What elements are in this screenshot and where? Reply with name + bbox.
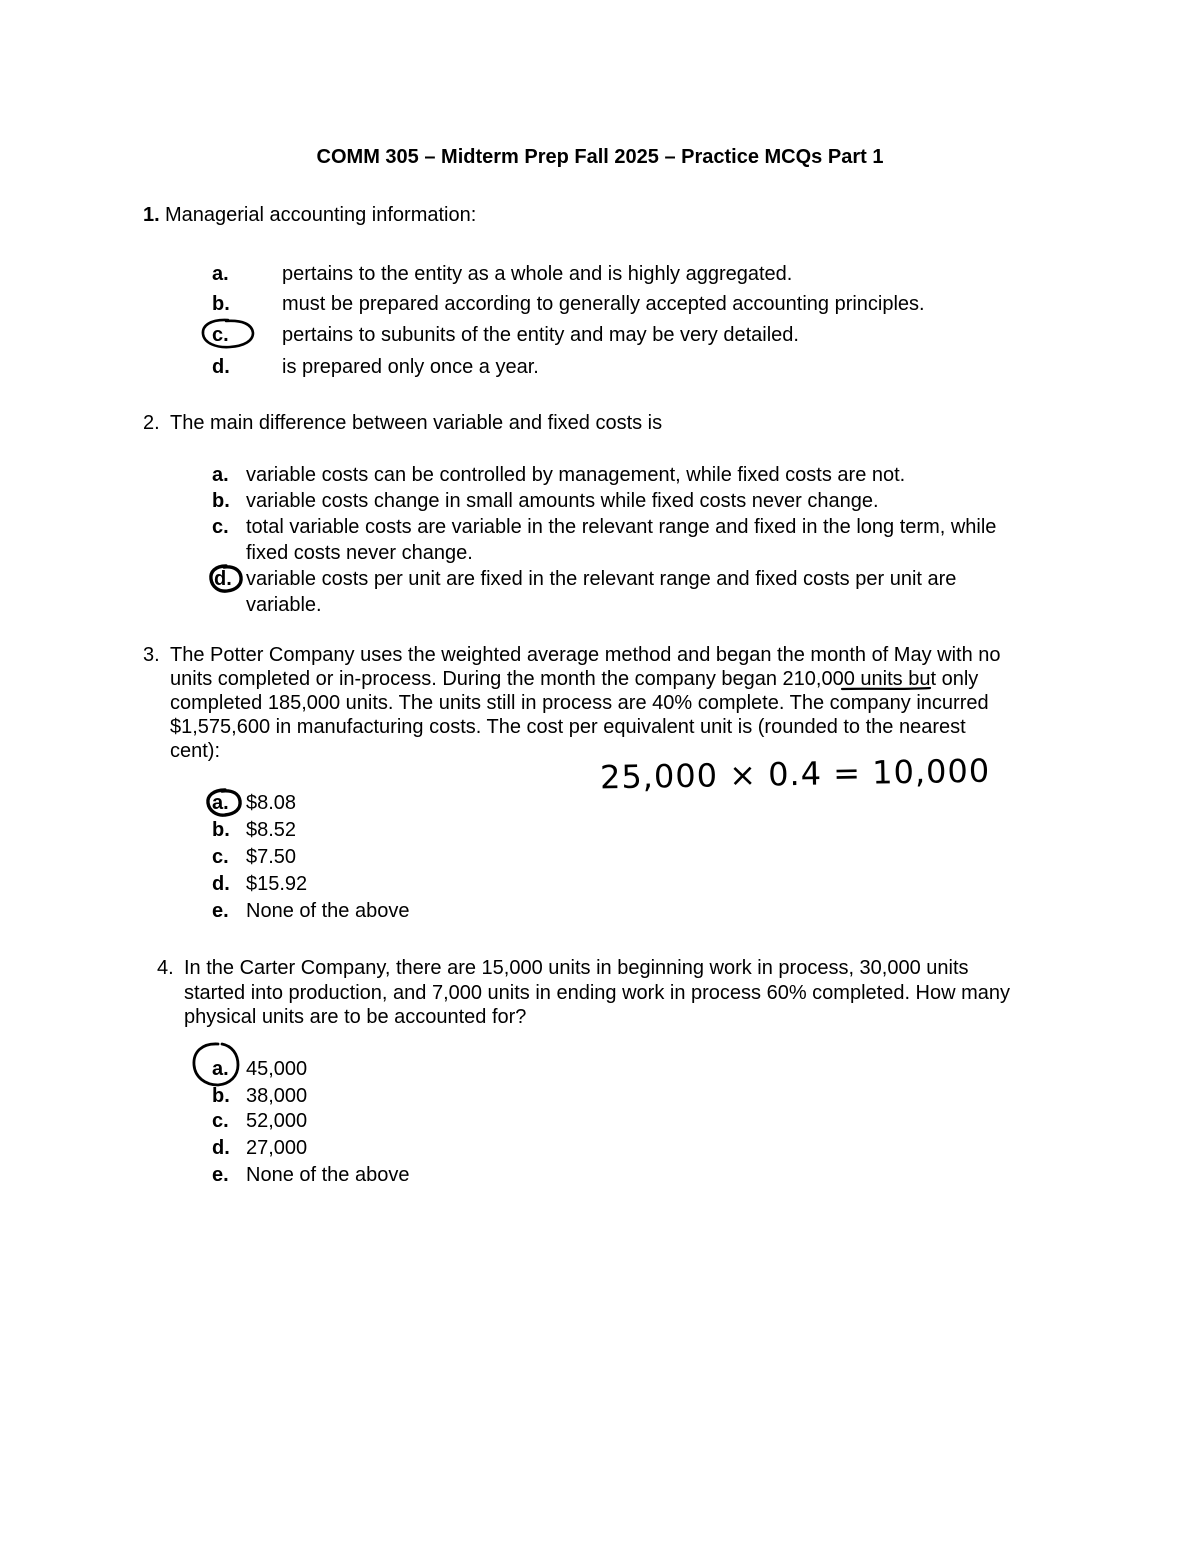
option-text: variable costs per unit are fixed in the relevant range and fixed costs per unit are <box>246 568 957 590</box>
option-letter-circled: a. <box>212 792 229 814</box>
option-letter: c. <box>212 516 229 538</box>
question-number: 2. <box>143 412 160 434</box>
option-text: 52,000 <box>246 1110 308 1132</box>
option-letter: a. <box>212 263 229 285</box>
option-letter: d. <box>212 1137 230 1159</box>
question-text-line: units completed or in-process. During the month the company began 210,000 units but only <box>170 668 979 690</box>
handwritten-calculation: 25,000 × 0.4 = 10,000 <box>599 751 991 797</box>
option-text: 27,000 <box>246 1137 308 1159</box>
question-text-line: Managerial accounting information: <box>165 204 477 226</box>
option-text: fixed costs never change. <box>246 542 473 564</box>
page-title: COMM 305 – Midterm Prep Fall 2025 – Practice MCQs Part 1 <box>316 146 884 168</box>
option-letter-circled: a. <box>212 1058 229 1080</box>
question-text-line: $1,575,600 in manufacturing costs. The cost per equivalent unit is (rounded to the nearest <box>170 716 966 738</box>
question-text-line: cent): <box>170 740 221 762</box>
question-text-line: completed 185,000 units. The units still in process are 40% complete. The company incurred <box>170 692 989 714</box>
option-text: variable costs can be controlled by management, while fixed costs are not. <box>246 464 906 486</box>
option-text: variable. <box>246 594 322 616</box>
option-text: $8.08 <box>246 792 297 814</box>
answer-circle-mark <box>203 787 245 819</box>
option-text: 45,000 <box>246 1058 308 1080</box>
question-text-line: The Potter Company uses the weighted average method and began the month of May with no <box>170 644 1001 666</box>
option-text: must be prepared according to generally accepted accounting principles. <box>282 293 925 315</box>
answer-circle-mark <box>206 563 246 595</box>
option-text: pertains to subunits of the entity and may be very detailed. <box>282 324 799 346</box>
option-letter: c. <box>212 1110 229 1132</box>
question-text-line: The main difference between variable and fixed costs is <box>170 412 663 434</box>
option-letter: d. <box>212 356 230 378</box>
question-text-line: physical units are to be accounted for? <box>184 1006 527 1028</box>
option-letter-circled: d. <box>214 568 232 590</box>
option-letter: b. <box>212 293 230 315</box>
option-text: None of the above <box>246 900 410 922</box>
option-letter: a. <box>212 464 229 486</box>
question-text-line: In the Carter Company, there are 15,000 units in beginning work in process, 30,000 units <box>184 957 969 979</box>
option-letter: b. <box>212 490 230 512</box>
option-letter: d. <box>212 873 230 895</box>
question-number: 1. <box>143 204 160 226</box>
option-text: $15.92 <box>246 873 308 895</box>
option-letter: e. <box>212 1164 229 1186</box>
option-text: $8.52 <box>246 819 297 841</box>
option-text: is prepared only once a year. <box>282 356 539 378</box>
option-text: pertains to the entity as a whole and is highly aggregated. <box>282 263 793 285</box>
option-text: None of the above <box>246 1164 410 1186</box>
option-letter: b. <box>212 1085 230 1107</box>
underline-mark <box>840 686 932 692</box>
option-letter: c. <box>212 846 229 868</box>
option-letter-circled: c. <box>212 324 229 346</box>
option-letter: b. <box>212 819 230 841</box>
question-number: 4. <box>157 957 174 979</box>
option-letter: e. <box>212 900 229 922</box>
option-text: 38,000 <box>246 1085 308 1107</box>
option-text: variable costs change in small amounts while fixed costs never change. <box>246 490 879 512</box>
answer-circle-mark <box>198 316 258 352</box>
option-text: $7.50 <box>246 846 297 868</box>
question-text-line: started into production, and 7,000 units in ending work in process 60% completed. How many <box>184 982 1011 1004</box>
answer-circle-mark <box>188 1040 244 1090</box>
question-number: 3. <box>143 644 160 666</box>
option-text: total variable costs are variable in the relevant range and fixed in the long term, while <box>246 516 997 538</box>
